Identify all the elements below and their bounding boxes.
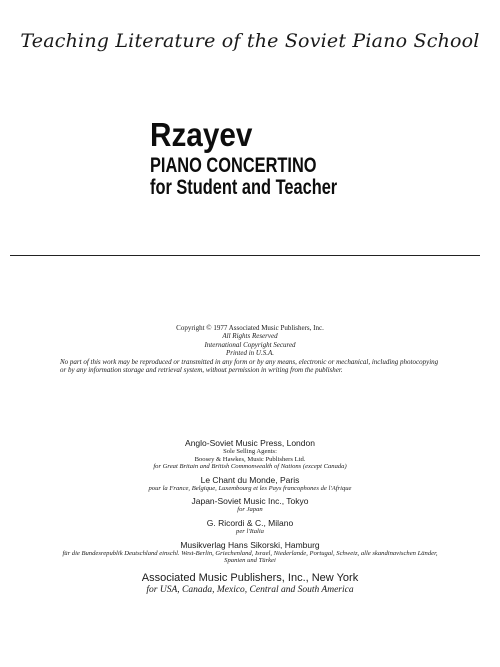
reproduction-notice: No part of this work may be reproduced or transmitted in any form or by any means, electronic or mechanical, including photocopying or by any information storage and retrieval system, without permission in writing from the publisher. (60, 357, 439, 375)
agent-name: Le Chant du Monde, Paris (200, 474, 300, 485)
series-title: Teaching Literature of the Soviet Piano School (20, 30, 480, 52)
agent-name: Anglo-Soviet Music Press, London (185, 438, 315, 448)
agent-entry (60, 518, 440, 536)
agent-name: G. Ricordi & C., Milano (206, 517, 294, 528)
work-subtitle: for Student and Teacher (150, 176, 338, 199)
agent-region: per l'Italia (236, 527, 264, 535)
agent-line: Boosey & Hawkes, Music Publishers Ltd. (194, 455, 306, 463)
copyright-notice (60, 324, 440, 374)
composer-name: Rzayev (150, 116, 253, 153)
agent-name: Japan-Soviet Music Inc., Tokyo (191, 496, 309, 507)
agent-line: Sole Selling Agents: (223, 448, 277, 455)
main-publisher-region: for USA, Canada, Mexico, Central and South America (146, 584, 354, 595)
horizontal-rule (10, 255, 480, 256)
agent-entry (60, 438, 440, 471)
main-publisher-name: Associated Music Publishers, Inc., New York (141, 571, 359, 584)
work-title: PIANO CONCERTINO (150, 154, 317, 177)
agent-region: for Japan (237, 506, 263, 514)
title-block (150, 118, 480, 198)
publisher-agents (60, 438, 440, 596)
agent-region: for Great Britain and British Commonwealth of Nations (except Canada) (153, 463, 347, 471)
agent-name: Musikverlag Hans Sikorski, Hamburg (180, 539, 320, 550)
rights-reserved-line: All Rights Reserved (222, 332, 278, 341)
agent-entry (60, 540, 440, 565)
agent-region: pour la France, Belgique, Luxembourg et les Pays francophones de l'Afrique (148, 484, 352, 492)
international-copyright-line: International Copyright Secured (204, 340, 296, 349)
agent-entry (60, 475, 440, 493)
copyright-line: Copyright © 1977 Associated Music Publishers, Inc. (176, 324, 324, 332)
main-publisher (60, 572, 440, 596)
agent-region: für die Bundesrepublik Deutschland einschl. West-Berlin, Griechenland, Israel, Niederlande, Portugal, Schweiz, alle skandinavischen Länder, Spanien und Türkei (62, 549, 438, 565)
agent-entry (60, 496, 440, 514)
printed-in-line: Printed in U.S.A. (225, 349, 275, 358)
